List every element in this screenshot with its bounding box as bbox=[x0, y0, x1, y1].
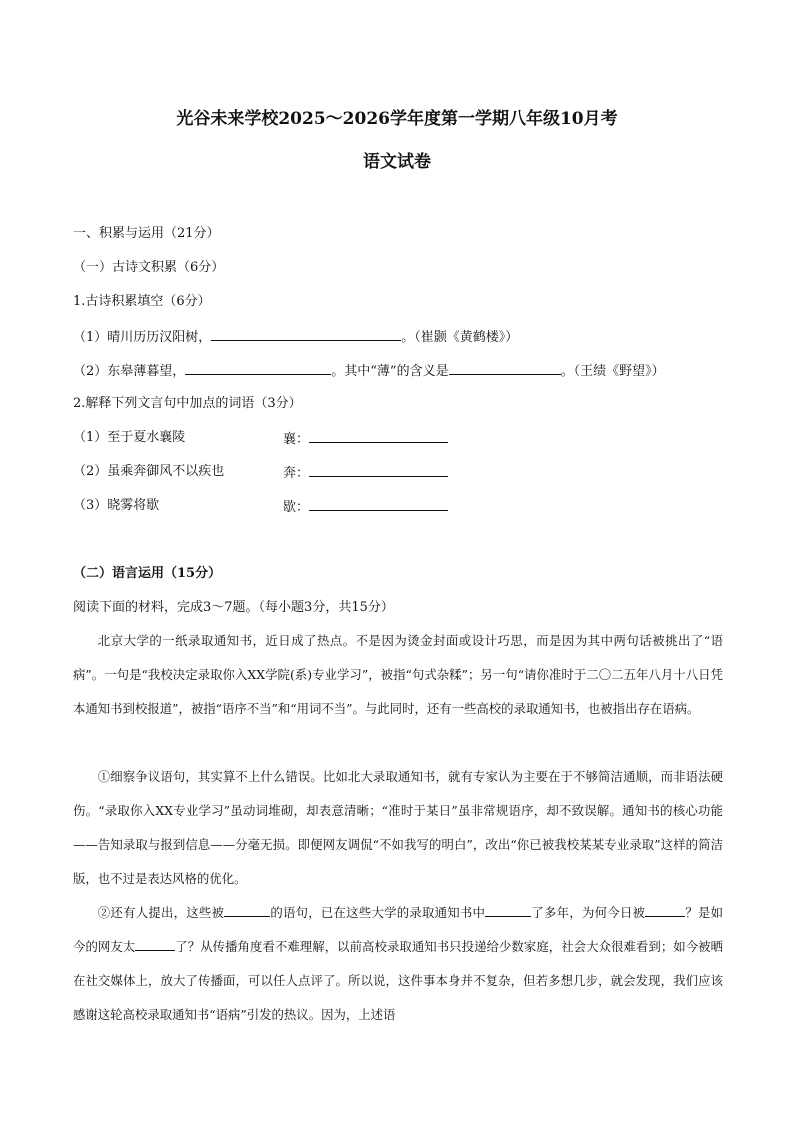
answer-blank[interactable] bbox=[185, 361, 331, 375]
question-text: （3）晓雾将歇 bbox=[73, 498, 160, 513]
answer-row bbox=[283, 429, 448, 449]
question-text: （2）虽乘奔御风不以疾也 bbox=[73, 464, 225, 479]
answer-blank[interactable] bbox=[645, 904, 685, 917]
passage-text: ②还有人提出，这些被 bbox=[97, 905, 225, 920]
question-item bbox=[73, 361, 665, 381]
answer-blank[interactable] bbox=[309, 497, 448, 511]
answer-blank[interactable] bbox=[309, 429, 448, 443]
passage-paragraph bbox=[73, 896, 723, 1032]
question-item bbox=[73, 497, 159, 515]
word-label: 歇： bbox=[283, 500, 310, 515]
passage-text: 了多年，为何今日被 bbox=[531, 905, 646, 920]
answer-blank[interactable] bbox=[485, 904, 531, 917]
passage-paragraph: ①细察争议语句，其实算不上什么错误。比如北大录取通知书，就有专家认为主要在于不够简洁通顺，而非语法硬伤。“录取你入XX专业学习”虽动词堆砌，却表意清晰；“准时于某日”虽非常规语序，却不致误解。通知书的核心功能——告知录取与报到信息——分毫无损。即便网友调侃“不如我写的明白”，改出“你已被我校某某专业录取”这样的简洁版，也不过是表达风格的优化。 bbox=[73, 769, 723, 886]
word-label: 襄： bbox=[283, 432, 310, 447]
passage-paragraph: 北京大学的一纸录取通知书，近日成了热点。不是因为烫金封面或设计巧思，而是因为其中两句话被挑出了“语病”。一句是“我校决定录取你入XX学院(系)专业学习”，被指“句式杂糅”；另一句“请你准时于二〇二五年八月十八日凭本通知书到校报道”，被指“语序不当”和“用词不当”。与此同时，还有一些高校的录取通知书，也被指出存在语病。 bbox=[73, 633, 723, 716]
answer-row bbox=[283, 463, 448, 483]
question-text: （1）至于夏水襄陵 bbox=[73, 430, 186, 445]
question-item bbox=[73, 327, 518, 347]
answer-blank[interactable] bbox=[449, 361, 561, 375]
question-text: 。其中“薄”的含义是 bbox=[331, 364, 449, 379]
question-text: （1）晴川历历汉阳树， bbox=[73, 330, 212, 345]
answer-row bbox=[283, 497, 448, 517]
word-label: 奔： bbox=[283, 466, 310, 481]
question-heading: 1.古诗积累填空（6分） bbox=[73, 294, 211, 309]
answer-blank[interactable] bbox=[211, 327, 401, 341]
section-heading: （二）语言运用（15分） bbox=[73, 566, 222, 581]
question-item bbox=[73, 463, 224, 481]
reading-intro: 阅读下面的材料，完成3～7题。（每小题3分，共15分） bbox=[73, 600, 394, 615]
answer-blank[interactable] bbox=[309, 463, 448, 477]
part-heading: （一）古诗文积累（6分） bbox=[73, 260, 225, 275]
question-source: 。（崔颢《黄鹤楼》） bbox=[401, 330, 519, 345]
exam-subtitle: 语文试卷 bbox=[363, 152, 431, 172]
question-text: （2）东皋薄暮望， bbox=[73, 364, 186, 379]
answer-blank[interactable] bbox=[224, 904, 270, 917]
question-source: 。（王绩《野望》） bbox=[560, 364, 665, 379]
passage-text: 了？从传播角度看不难理解，以前高校录取通知书只投递给少数家庭，社会大众很难看到；如今被晒在社交媒体上，放大了传播面，可以任人点评了。所以说，这件事本身并不复杂，但若多想几步，就会发现，我们应该感谢这轮高校录取通知书“语病”引发的热议。因为，上述语 bbox=[73, 939, 724, 1022]
passage-text: ？是如今的网友太 bbox=[73, 905, 724, 954]
question-item bbox=[73, 429, 185, 447]
section-heading: 一、积累与运用（21分） bbox=[73, 226, 220, 241]
passage-text: 的语句，已在这些大学的录取通知书中 bbox=[270, 905, 486, 920]
question-heading: 2.解释下列文言句中加点的词语（3分） bbox=[73, 396, 302, 411]
exam-title: 光谷未来学校2025～2026学年度第一学期八年级10月考 bbox=[176, 109, 618, 129]
answer-blank[interactable] bbox=[135, 938, 175, 951]
